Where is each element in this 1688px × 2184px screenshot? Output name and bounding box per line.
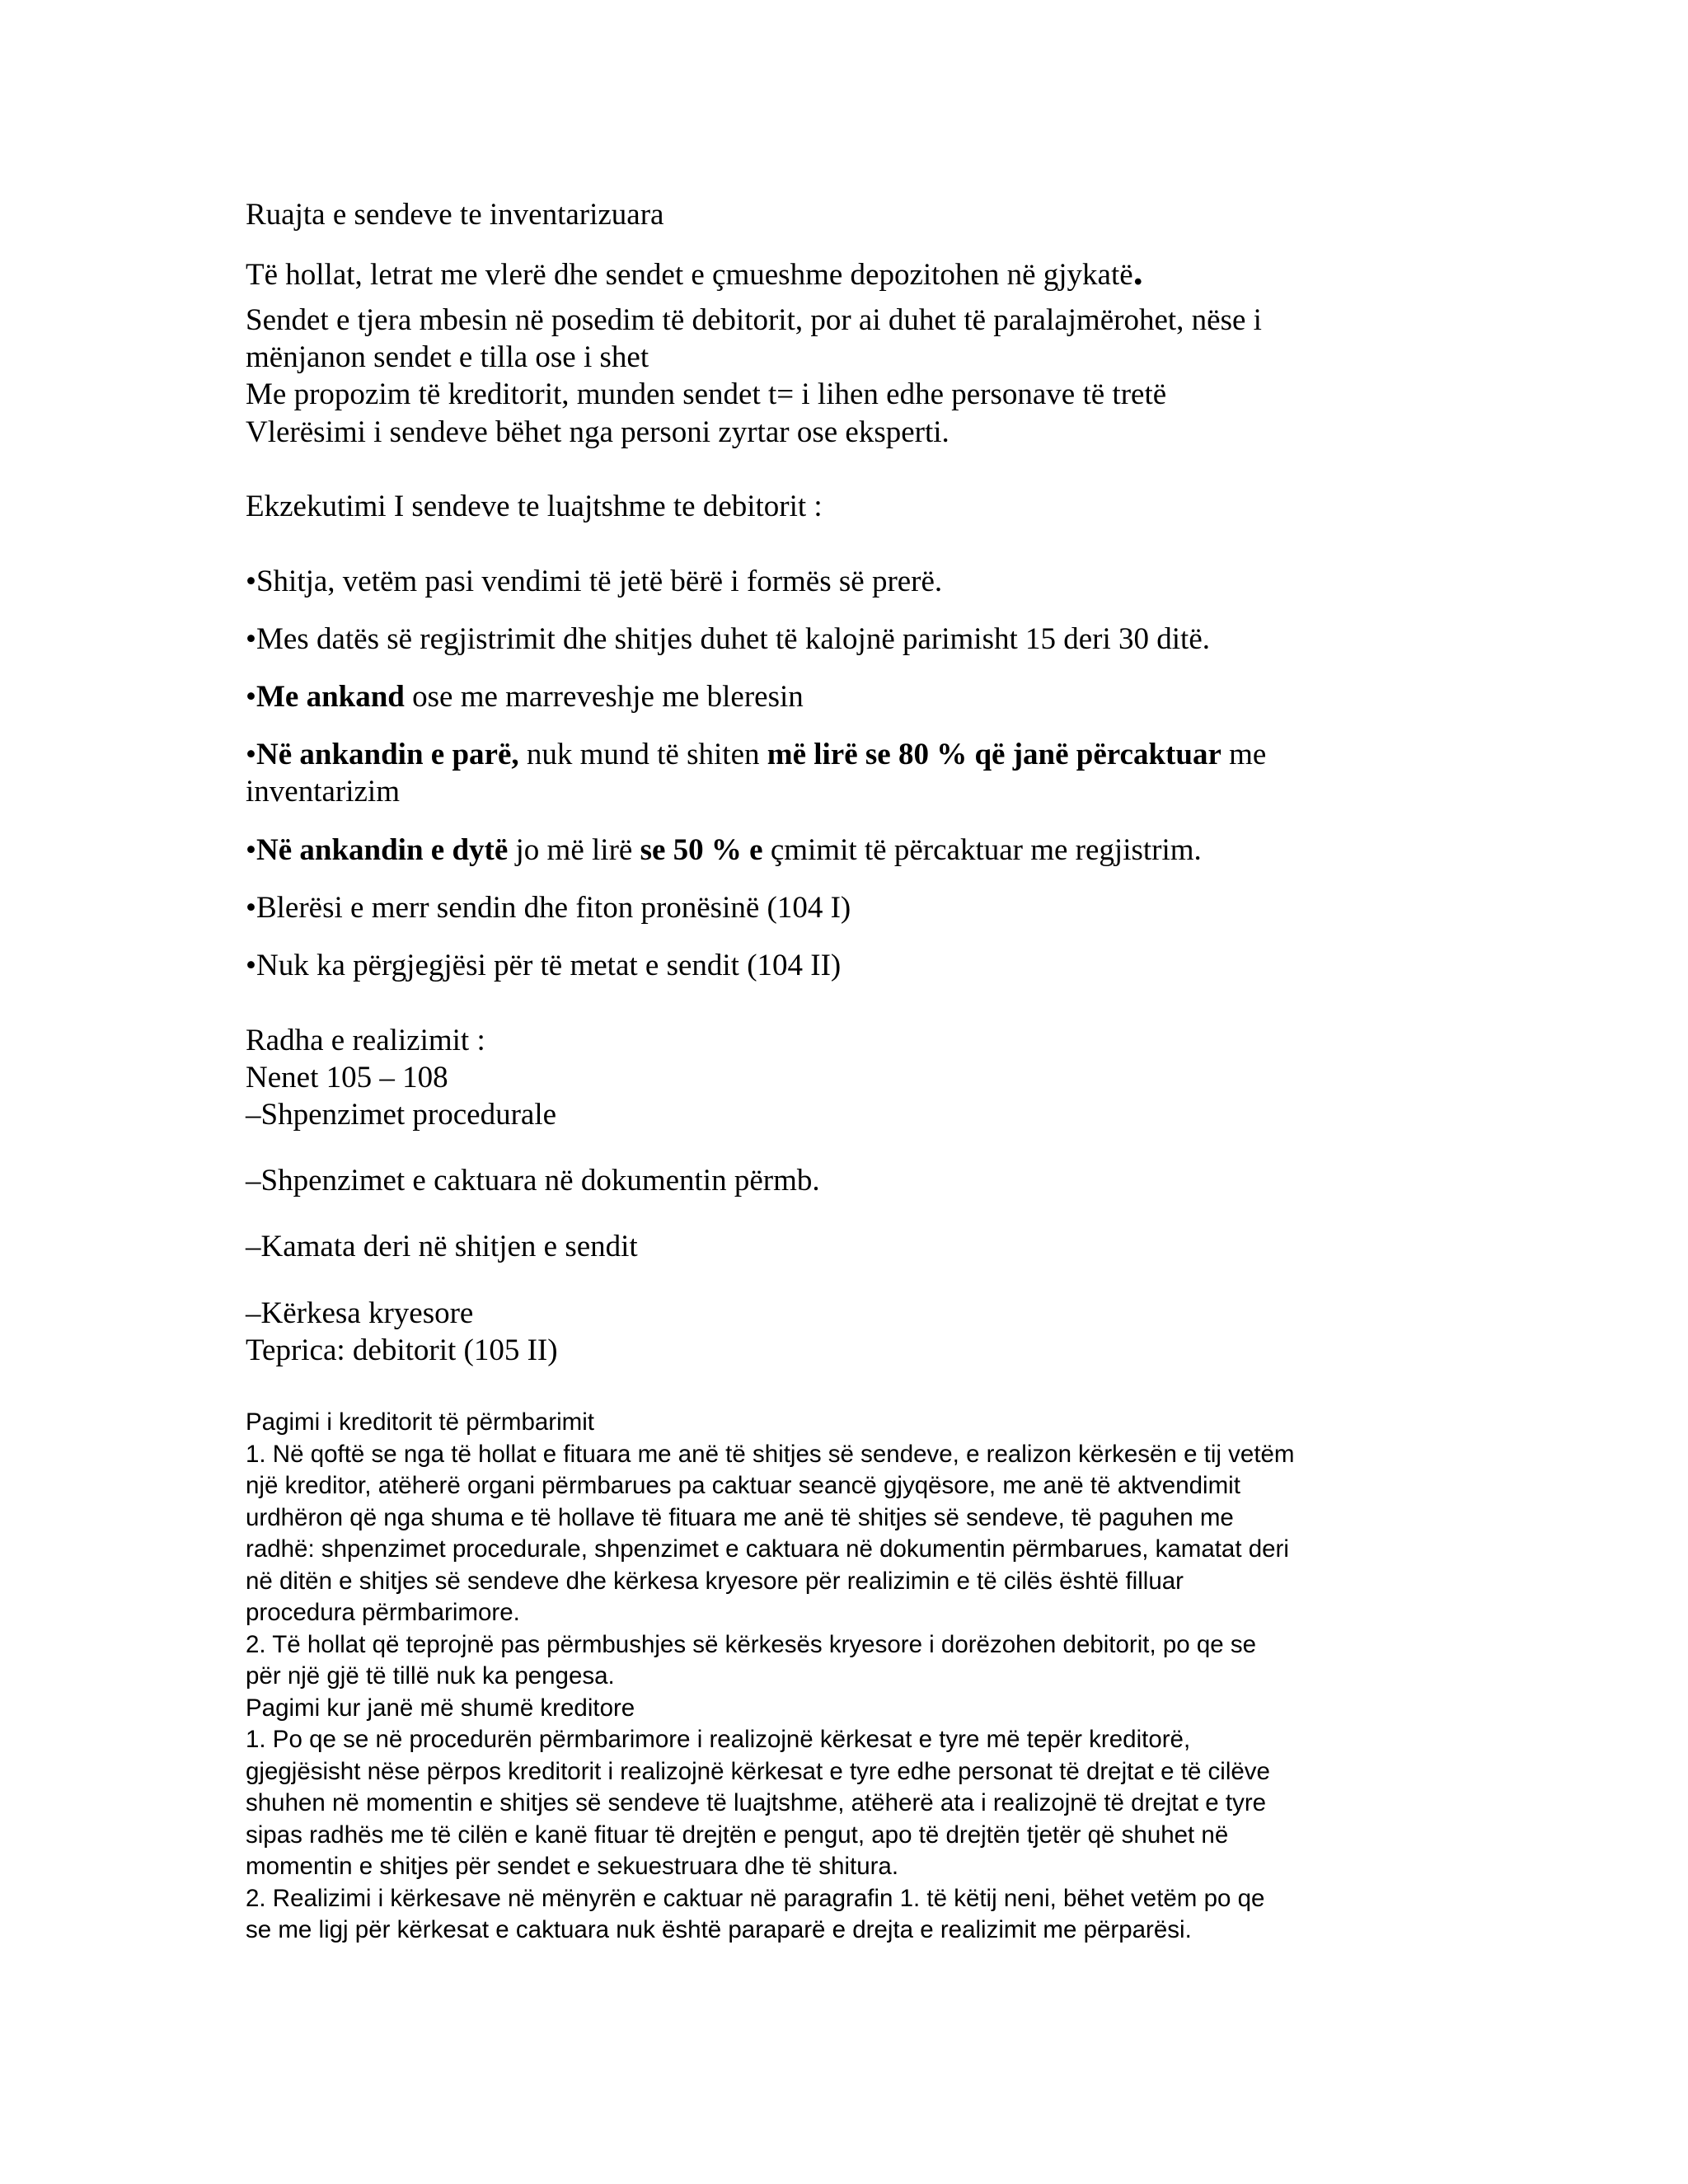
bullet-liability-text: Nuk ka përgjegjësi për të metat e sendit (104 II) [256,949,842,982]
bullet-icon: • [246,738,256,771]
paragraph-possession-line1: Sendet e tjera mbesin në posedim të debitorit, por ai duhet të paralajmërohet, nëse i [246,303,1262,337]
text-line: se me ligj për kërkesat e caktuara nuk është paraparë e drejta e realizimit me përparësi. [246,1916,1192,1943]
bullet-auction-bold: Me ankand [256,680,405,714]
paragraph-possession-line2: mënjanon sendet e tilla ose i shet [246,340,649,374]
bullet-second-auction-end: çmimit të përcaktuar me regjistrim. [762,833,1202,867]
bullet-liability [246,947,1449,984]
bullet-icon: • [246,565,256,598]
bullet-first-auction-bold2: më lirë se 80 % që janë përcaktuar [767,738,1221,771]
bullet-first-auction-end: me [1221,738,1267,771]
bullet-auction [246,678,1449,715]
text-line: procedura përmbarimore. [246,1599,520,1626]
bullet-first-auction-bold1: Në ankandin e parë, [256,738,519,771]
section-title-storage: Ruajta e sendeve te inventarizuara [246,198,664,232]
text-line: 2. Të hollat që teprojnë pas përmbushjes së kërkesës kryesore i dorëzohen debitorit, po qe se [246,1630,1257,1658]
order-item-interest: –Kamata deri në shitjen e sendit [246,1230,638,1263]
bullet-second-auction [246,832,1449,869]
text-line: urdhëron që nga shuma e të hollave të fituara me anë të shitjes së sendeve, të paguhen me [246,1503,1234,1531]
text-line: 1. Në qoftë se nga të hollat e fituara me anë të shitjes së sendeve, e realizon kërkesën e tij vetëm [246,1440,1295,1468]
bullet-second-auction-bold2: se 50 % e [640,833,763,867]
bullet-icon: • [246,622,256,656]
order-item-main-claim: –Kërkesa kryesore [246,1296,474,1330]
bullet-first-auction-line2: inventarizim [246,775,400,808]
text-line: në ditën e shitjes së sendeve dhe kërkesa kryesore për realizimin e të cilës është filluar [246,1567,1184,1595]
bullet-first-auction [246,736,1449,773]
bullet-icon: • [246,891,256,925]
paragraph-third-parties: Me propozim të kreditorit, munden sendet t= i lihen edhe personave të tretë [246,377,1167,411]
section-title-order: Radha e realizimit : [246,1024,485,1057]
bullet-icon: • [246,680,256,714]
bullet-dates [246,621,1449,658]
bullet-auction-text: ose me marreveshje me bleresin [404,680,804,714]
paragraph-deposit [246,250,1449,293]
articles-reference: Nenet 105 – 108 [246,1061,448,1094]
bullet-second-auction-text: jo më lirë [508,833,640,867]
paragraph-deposit-text: Të hollat, letrat me vlerë dhe sendet e çmueshme depozitohen në gjykatë [246,258,1133,292]
section-title-execution: Ekzekutimi I sendeve te luajtshme te debitorit : [246,490,823,523]
text-line: 2. Realizimi i kërkesave në mënyrën e caktuar në paragrafin 1. të këtij neni, bëhet vetëm po qe [246,1884,1265,1912]
bullet-second-auction-bold1: Në ankandin e dytë [256,833,509,867]
text-line: gjegjësisht nëse përpos kreditorit i realizojnë kërkesat e tyre edhe personat të drejtat e të cilëve [246,1757,1270,1785]
text-line: Pagimi i kreditorit të përmbarimit [246,1408,594,1436]
bullet-buyer-text: Blerësi e merr sendin dhe fiton pronësinë (104 I) [256,891,851,925]
bullet-buyer [246,889,1449,926]
text-line: për një gjë të tillë nuk ka pengesa. [246,1662,615,1690]
surplus-note: Teprica: debitorit (105 II) [246,1333,558,1367]
order-item-costs: –Shpenzimet e caktuara në dokumentin përmb. [246,1164,820,1197]
bullet-dates-text: Mes datës së regjistrimit dhe shitjes duhet të kalojnë parimisht 15 deri 30 ditë. [256,622,1211,656]
text-line: sipas radhës me të cilën e kanë fituar të drejtën e pengut, apo të drejtën tjetër që shuhet në [246,1821,1229,1849]
text-line: radhë: shpenzimet procedurale, shpenzimet e caktuara në dokumentin përmbarues, kamatat deri [246,1535,1289,1563]
text-line: Pagimi kur janë më shumë kreditore [246,1694,635,1722]
text-line: shuhen në momentin e shitjes së sendeve të luajtshme, atëherë ata i realizojnë të drejtat e tyre [246,1789,1267,1816]
bullet-first-auction-text: nuk mund të shiten [518,738,767,771]
order-item-procedural: –Shpenzimet procedurale [246,1098,557,1132]
bullet-sale [246,563,1449,600]
paragraph-deposit-end: . [1132,250,1143,293]
payment-section [246,1407,1449,1947]
bullet-sale-text: Shitja, vetëm pasi vendimi të jetë bërë i formës së prerë. [256,565,943,598]
bullet-icon: • [246,949,256,982]
text-line: momentin e shitjes për sendet e sekuestruara dhe të shitura. [246,1853,899,1880]
text-line: një kreditor, atëherë organi përmbarues pa caktuar seancë gjyqësore, me anë të aktvendimit [246,1472,1240,1499]
paragraph-valuation: Vlerësimi i sendeve bëhet nga personi zyrtar ose eksperti. [246,415,950,449]
bullet-icon: • [246,833,256,867]
text-line: 1. Po qe se në procedurën përmbarimore i realizojnë kërkesat e tyre më tepër kreditorë, [246,1726,1191,1753]
